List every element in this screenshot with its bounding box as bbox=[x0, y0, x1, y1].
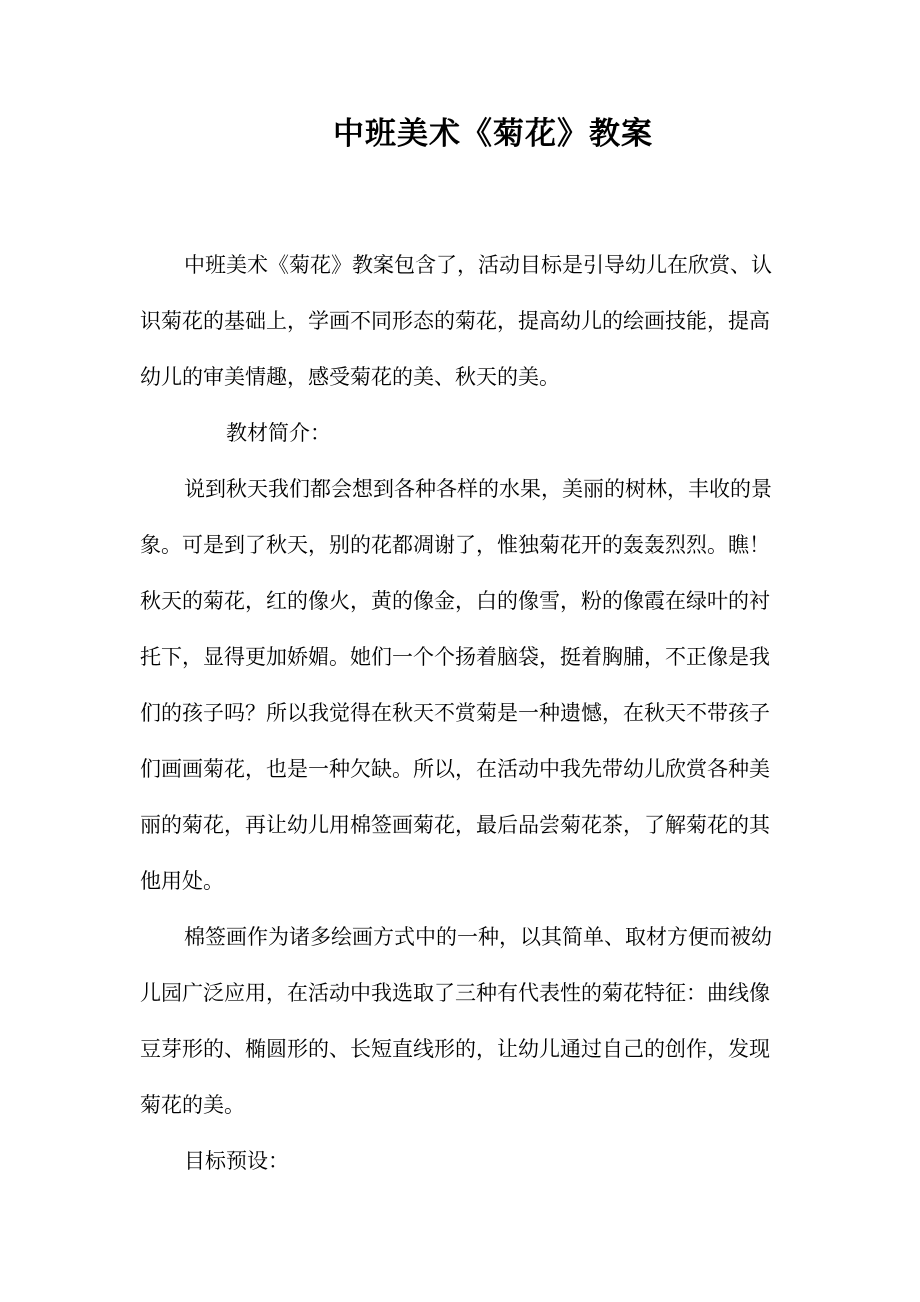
text-line: 识菊花的基础上，学画不同形态的菊花，提高幼儿的绘画技能，提高 bbox=[140, 309, 770, 333]
text-line: 丽的菊花，再让幼儿用棉签画菊花，最后品尝菊花茶，了解菊花的其 bbox=[140, 813, 770, 837]
text-line: 棉签画作为诸多绘画方式中的一种，以其简单、取材方便而被幼 bbox=[184, 925, 772, 949]
text-line: 中班美术《菊花》教案包含了，活动目标是引导幼儿在欣赏、认 bbox=[184, 253, 772, 277]
text-line: 幼儿的审美情趣，感受菊花的美、秋天的美。 bbox=[140, 365, 560, 389]
text-line: 托下，显得更加娇媚。她们一个个扬着脑袋，挺着胸脯，不正像是我 bbox=[140, 645, 770, 669]
text-line: 们的孩子吗？所以我觉得在秋天不赏菊是一种遗憾，在秋天不带孩子 bbox=[140, 701, 770, 725]
section-heading: 教材简介： bbox=[226, 421, 331, 445]
text-line: 们画画菊花，也是一种欠缺。所以，在活动中我先带幼儿欣赏各种美 bbox=[140, 757, 770, 781]
section-heading: 目标预设： bbox=[184, 1149, 289, 1173]
text-line: 儿园广泛应用，在活动中我选取了三种有代表性的菊花特征：曲线像 bbox=[140, 981, 770, 1005]
text-line: 秋天的菊花，红的像火，黄的像金，白的像雪，粉的像霞在绿叶的衬 bbox=[140, 589, 770, 613]
text-line: 豆芽形的、椭圆形的、长短直线形的，让幼儿通过自己的创作，发现 bbox=[140, 1037, 770, 1061]
text-line: 象。可是到了秋天，别的花都凋谢了，惟独菊花开的轰轰烈烈。瞧！ bbox=[140, 533, 770, 557]
document-title: 中班美术《菊花》教案 bbox=[333, 116, 653, 152]
text-line: 菊花的美。 bbox=[140, 1093, 245, 1117]
text-line: 说到秋天我们都会想到各种各样的水果，美丽的树林，丰收的景 bbox=[184, 477, 772, 501]
text-line: 他用处。 bbox=[140, 869, 224, 893]
